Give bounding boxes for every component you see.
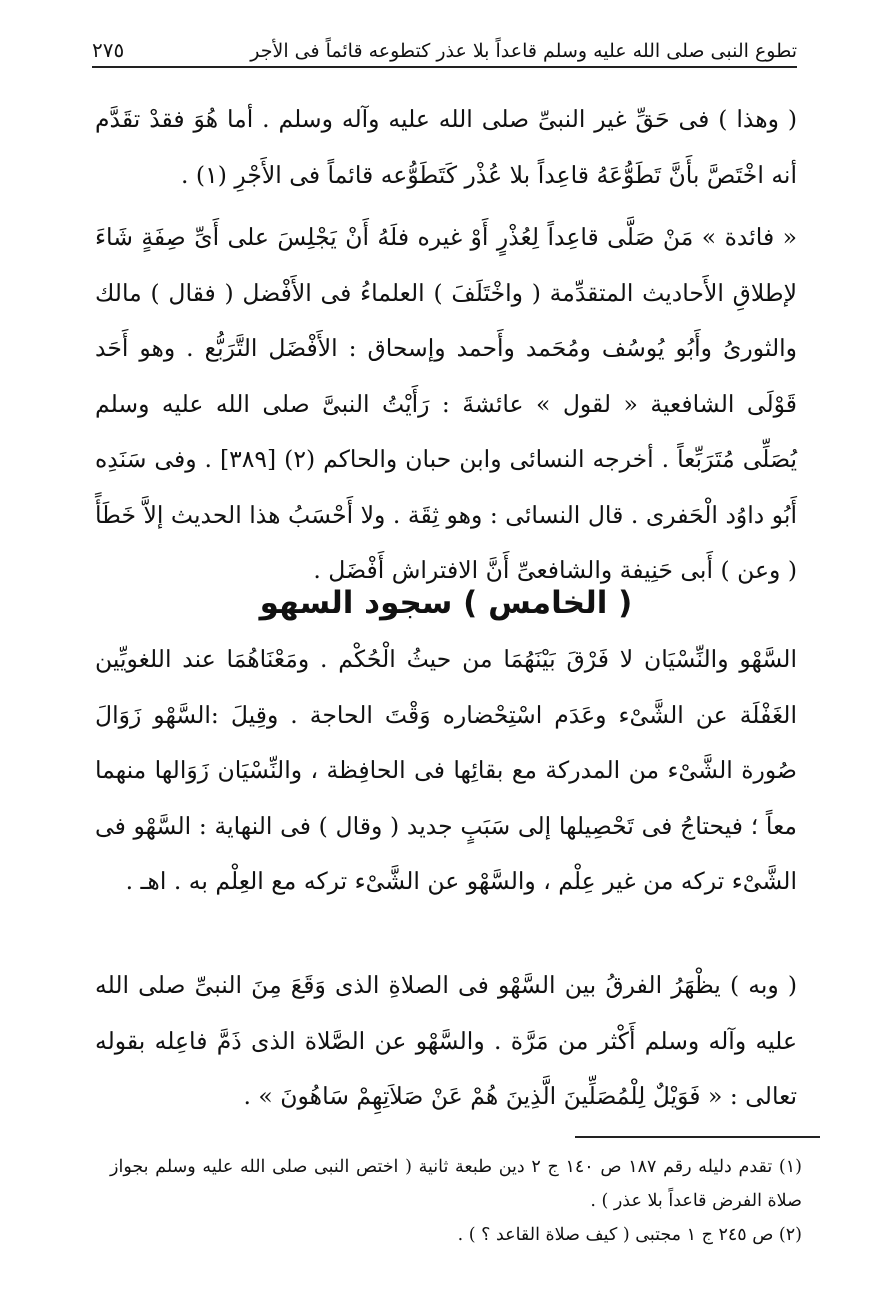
page-header (92, 26, 797, 68)
footnote-2: (٢) ص ٢٤٥ ج ١ مجتبى ( كيف صلاة القاعد ؟ ) . (457, 1225, 802, 1245)
section-text-definition (95, 632, 797, 910)
paragraph-sahw-definition: السَّهْو والنِّسْيَان لا فَرْقَ بَيْنَهُمَا من حيثُ الْحُكْم . ومَعْنَاهُمَا عند اللغويِّين الغَفْلَة عن الشَّىْء وعَدَم اسْتِحْضاره وَقْتَ الحاجة . وقِيلَ :السَّهْو زَوَالَ صُورة الشَّىْء من المدركة مع بقائِها فى الحافِظة ، والنِّسْيَان زَوَالها منهما معاً ؛ فيحتاجُ فى تَحْصِيلها إلى سَبَبٍ جديد ( وقال ) فى النهاية : السَّهْو فى الشَّىْء تركه من غير عِلْم ، والسَّهْو عن الشَّىْء تركه مع العِلْم به . اهـ . (95, 645, 797, 895)
paragraph-sahw-difference: ( وبه ) يظْهَرُ الفرقُ بين السَّهْو فى الصلاةِ الذى وَقَعَ مِنَ النبىِّ صلى الله عليه وآله وسلم أَكْثر من مَرَّة . والسَّهْو عن الصَّلاة الذى ذَمَّ فاعِله بقوله تعالى : « فَوَيْلٌ لِلْمُصَلِّينَ الَّذِينَ هُمْ عَنْ صَلاَتِهِمْ سَاهُونَ » . (95, 971, 797, 1110)
footnote-1: (١) تقدم دليله رقم ١٨٧ ص ١٤٠ ج ٢ دين طبعة ثانية ( اختص النبى صلى الله عليه وسلم بجواز صلاة الفرض قاعداً بلا عذر ) . (110, 1157, 802, 1211)
footnote-divider (575, 1136, 820, 1138)
section-heading: ( الخامس ) سجود السهو (259, 585, 633, 621)
page-number: ٢٧٥ (92, 38, 125, 62)
paragraph-prophet-voluntary-prayer: ( وهذا ) فى حَقِّ غير النبىِّ صلى الله عليه وآله وسلم . أما هُوَ فقدْ تقَدَّم أنه اخْتَصَّ بأَنَّ تَطَوُّعَهُ قاعِداً بلا عُذْر كَتَطَوُّعه قائماً فى الأَجْرِ (١) . (95, 105, 797, 189)
paragraph-benefit-sitting: « فائدة » مَنْ صَلَّى قاعِداً لِعُذْرٍ أَوْ غيره فلَهُ أَنْ يَجْلِسَ على أَىِّ صِفَةٍ شَاءَ لإطلاقِ الأَحاديث المتقدِّمة ( واخْتَلَفَ ) العلماءُ فى الأَفْضل ( فقال ) مالك والثورىُ وأَبُو يُوسُف ومُحَمد وأَحمد وإسحاق : الأَفْضَل التَّرَبُّع . وهو أَحَد قَوْلَى الشافعية « لقول » عائشةَ : رَأَيْتُ النبىَّ صلى الله عليه وسلم يُصَلِّى مُتَرَبِّعاً . أخرجه النسائى وابن حبان والحاكم (٢) [٣٨٩] . وفى سَنَدِه أَبُو داوُد الْحَفرى . قال النسائى : وهو ثِقَة . ولا أَحْسَبُ هذا الحديث إلاَّ خَطَأً ( وعن ) أَبى حَنِيفة والشافعىِّ أَنَّ الافتراش أَفْضَل . (95, 223, 797, 584)
running-title: تطوع النبى صلى الله عليه وسلم قاعداً بلا عذر كتطوعه قائماً فى الأجر (250, 40, 797, 62)
opening-text (95, 92, 797, 599)
section-text-difference (95, 958, 797, 1125)
footnotes (110, 1150, 802, 1252)
